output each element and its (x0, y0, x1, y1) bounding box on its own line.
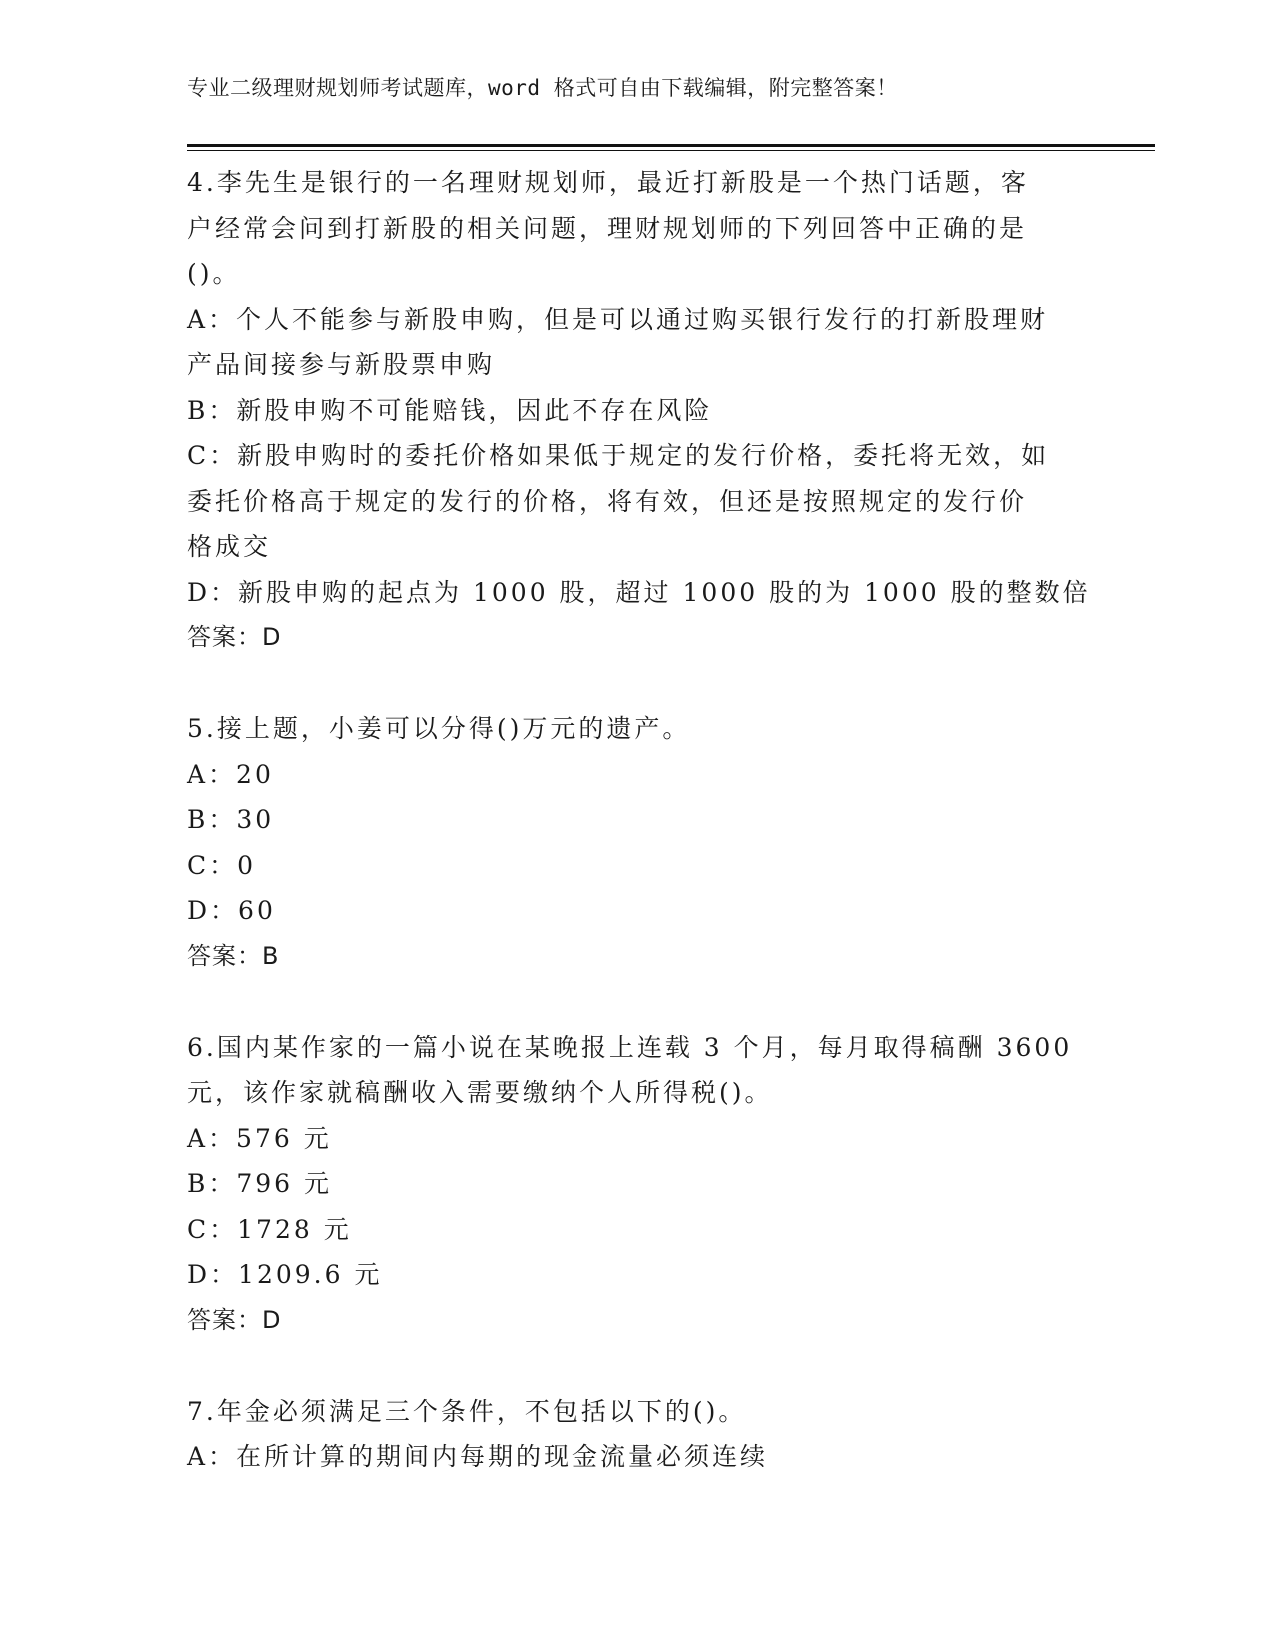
option-a-line: A：20 (187, 759, 274, 789)
option-a-line: A：576 元 (187, 1123, 332, 1153)
option-c-line: 格成交 (187, 532, 272, 561)
option-d-line: D：新股申购的起点为 1000 股，超过 1000 股的为 1000 股的整数倍 (187, 577, 1091, 607)
answer-label: 答案：D (187, 623, 282, 651)
option-b-line: B：30 (187, 805, 275, 834)
question-spacer (187, 979, 1087, 1025)
header-divider-thick (187, 144, 1155, 147)
question-6 (187, 1025, 1087, 1344)
option-a-line: A：个人不能参与新股申购，但是可以通过购买银行发行的打新股理财 (187, 304, 1049, 334)
question-5 (187, 706, 1087, 979)
question-7 (187, 1389, 1087, 1480)
option-b-line: B：796 元 (187, 1169, 333, 1198)
question-spacer (187, 1343, 1087, 1389)
question-stem-line: 6.国内某作家的一篇小说在某晚报上连载 3 个月，每月取得稿酬 3600 (187, 1032, 1073, 1062)
question-stem-line: 户经常会问到打新股的相关问题，理财规划师的下列回答中正确的是 (187, 213, 1028, 243)
question-list (187, 160, 1091, 1480)
question-stem-line: 7.年金必须满足三个条件，不包括以下的()。 (187, 1396, 747, 1426)
option-c-line: C：0 (187, 850, 257, 880)
option-b-line: B：新股申购不可能赔钱，因此不存在风险 (187, 395, 713, 425)
option-d-line: D：60 (187, 896, 276, 925)
question-spacer (187, 661, 1087, 707)
question-stem-line: 4.李先生是银行的一名理财规划师，最近打新股是一个热门话题，客 (187, 168, 1029, 197)
option-c-line: 委托价格高于规定的发行的价格，将有效，但还是按照规定的发行价 (187, 486, 1028, 516)
question-4 (187, 160, 1091, 661)
question-stem-line: 元，该作家就稿酬收入需要缴纳个人所得税()。 (187, 1078, 773, 1107)
option-c-line: C：1728 元 (187, 1214, 352, 1244)
answer-label: 答案：B (187, 941, 280, 970)
answer-label: 答案：D (187, 1305, 282, 1334)
option-a-line: 产品间接参与新股票申购 (187, 350, 496, 379)
header-divider-thin (187, 150, 1155, 151)
question-stem-line: ()。 (187, 259, 241, 288)
option-c-line: C：新股申购时的委托价格如果低于规定的发行价格，委托将无效，如 (187, 441, 1050, 470)
option-d-line: D：1209.6 元 (187, 1260, 383, 1289)
option-a-line: A：在所计算的期间内每期的现金流量必须连续 (187, 1442, 769, 1471)
question-stem-line: 5.接上题，小姜可以分得()万元的遗产。 (187, 714, 691, 743)
page-header: 专业二级理财规划师考试题库，word 格式可自由下载编辑，附完整答案！ (187, 76, 898, 100)
